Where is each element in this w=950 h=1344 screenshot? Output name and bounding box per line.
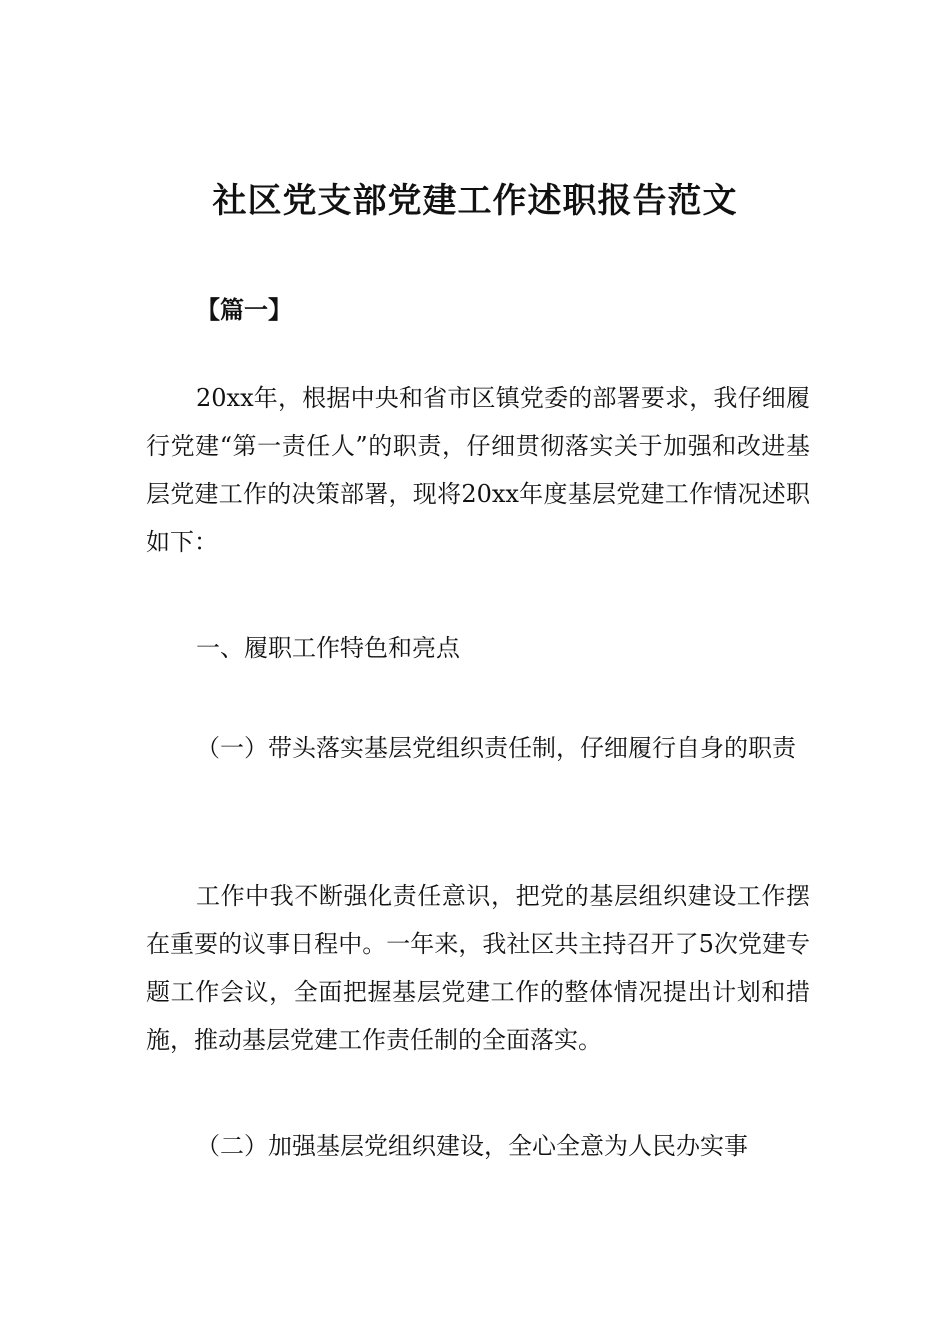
heading-level-2-first: （一）带头落实基层党组织责任制，仔细履行自身的职责: [196, 734, 796, 762]
heading-level-2-second: （二）加强基层党组织建设，全心全意为人民办实事: [196, 1132, 748, 1160]
paragraph-body: 工作中我不断强化责任意识，把党的基层组织建设工作摆在重要的议事日程中。一年来，我社区共主持召开了5次党建专题工作会议，全面把握基层党建工作的整体情况提出计划和措施，推动基层党建工作责任制的全面落实。: [146, 882, 810, 1054]
document-title: 社区党支部党建工作述职报告范文: [212, 181, 738, 221]
heading-level-1: 一、履职工作特色和亮点: [196, 634, 460, 662]
paragraph-intro: 20xx年，根据中央和省市区镇党委的部署要求，我仔细履行党建“第一责任人”的职责，仔细贯彻落实关于加强和改进基层党建工作的决策部署，现将20xx年度基层党建工作情况述职如下：: [146, 384, 810, 556]
section-label: 【篇一】: [196, 295, 292, 324]
